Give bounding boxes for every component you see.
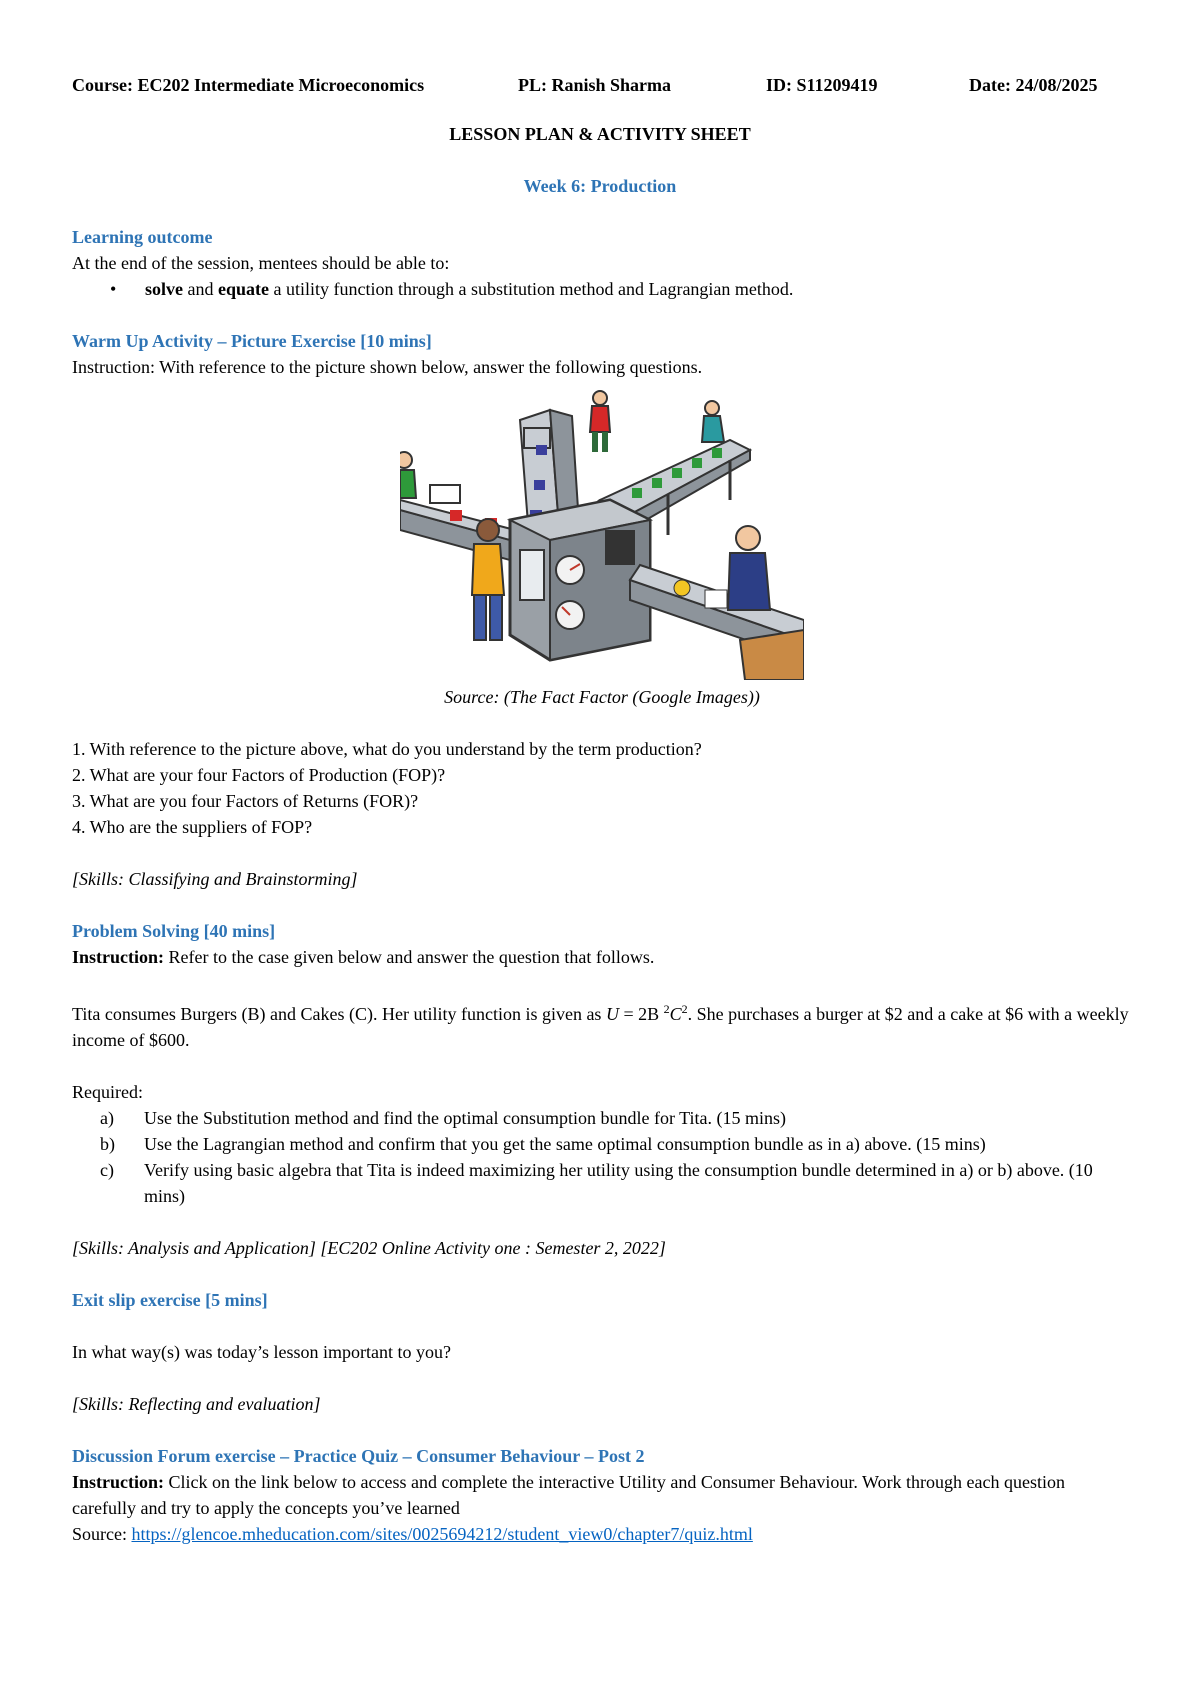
warmup-heading: Warm Up Activity – Picture Exercise [10 mins] <box>72 331 432 351</box>
required-item-a: a) Use the Substitution method and find the optimal consumption bundle for Tita. (15 mins) <box>100 1108 786 1128</box>
warmup-instruction: Instruction: With reference to the picture shown below, answer the following questions. <box>72 357 703 377</box>
week-title: Week 6: Production <box>523 176 677 196</box>
warmup-question-3: 3. What are you four Factors of Returns (FOR)? <box>72 791 419 811</box>
discussion-forum-heading: Discussion Forum exercise – Practice Quiz – Consumer Behaviour – Post 2 <box>72 1446 645 1466</box>
problem-solving-heading: Problem Solving [40 mins] <box>72 921 276 941</box>
exit-skills: [Skills: Reflecting and evaluation] <box>72 1394 321 1414</box>
required-list <box>72 1105 1132 1209</box>
production-line-illustration <box>72 390 1132 684</box>
learning-intro: At the end of the session, mentees should be able to: <box>72 253 450 273</box>
course-label: Course: EC202 Intermediate Microeconomics <box>72 75 425 95</box>
date-label: Date: 24/08/2025 <box>969 75 1098 95</box>
learning-outcome-heading: Learning outcome <box>72 227 213 247</box>
image-caption: Source: (The Fact Factor (Google Images)) <box>444 687 760 707</box>
forum-source: Source: https://glencoe.mheducation.com/sites/0025694212/student_view0/chapter7/quiz.html <box>72 1524 753 1544</box>
forum-instruction: Instruction: Click on the link below to access and complete the interactive Utility and Consumer Behaviour. Work through each question carefully and try to apply the concepts you’ve learned <box>72 1472 1066 1518</box>
factory-conveyor-image <box>400 390 804 680</box>
problem-case: Tita consumes Burgers (B) and Cakes (C). Her utility function is given as U = 2B $^2C^2$. She purchases a burger at $2 and a cake at $6 with a weekly income of $600. <box>72 1002 1129 1050</box>
problem-skills: [Skills: Analysis and Application] [EC202 Online Activity one : Semester 2, 2022] <box>72 1238 666 1258</box>
exit-slip-question: In what way(s) was today’s lesson important to you? <box>72 1342 451 1362</box>
document-header <box>0 72 1200 98</box>
problem-instruction: Instruction: Refer to the case given below and answer the question that follows. <box>72 947 655 967</box>
warmup-question-4: 4. Who are the suppliers of FOP? <box>72 817 313 837</box>
exit-slip-heading: Exit slip exercise [5 mins] <box>72 1290 268 1310</box>
required-label: Required: <box>72 1082 143 1102</box>
learning-outcome-list <box>72 276 1132 302</box>
warmup-question-1: 1. With reference to the picture above, what do you understand by the term production? <box>72 739 702 759</box>
id-label: ID: S11209419 <box>766 75 878 95</box>
learning-outcome-item: • solve and equate a utility function through a substitution method and Lagrangian method. <box>110 276 1132 302</box>
warmup-skills: [Skills: Classifying and Brainstorming] <box>72 869 358 889</box>
page-title: LESSON PLAN & ACTIVITY SHEET <box>449 124 751 144</box>
content <box>72 224 1132 1547</box>
warmup-question-2: 2. What are your four Factors of Production (FOP)? <box>72 765 446 785</box>
required-item-b: b) Use the Lagrangian method and confirm that you get the same optimal consumption bundle as in a) above. (15 mins) <box>100 1134 986 1154</box>
quiz-link[interactable]: https://glencoe.mheducation.com/sites/0025694212/student_view0/chapter7/quiz.html <box>131 1524 753 1544</box>
pl-label: PL: Ranish Sharma <box>518 75 672 95</box>
required-item-c: c) Verify using basic algebra that Tita is indeed maximizing her utility using the consumption bundle determined in a) or b) above. (10 mins) <box>100 1160 1093 1206</box>
